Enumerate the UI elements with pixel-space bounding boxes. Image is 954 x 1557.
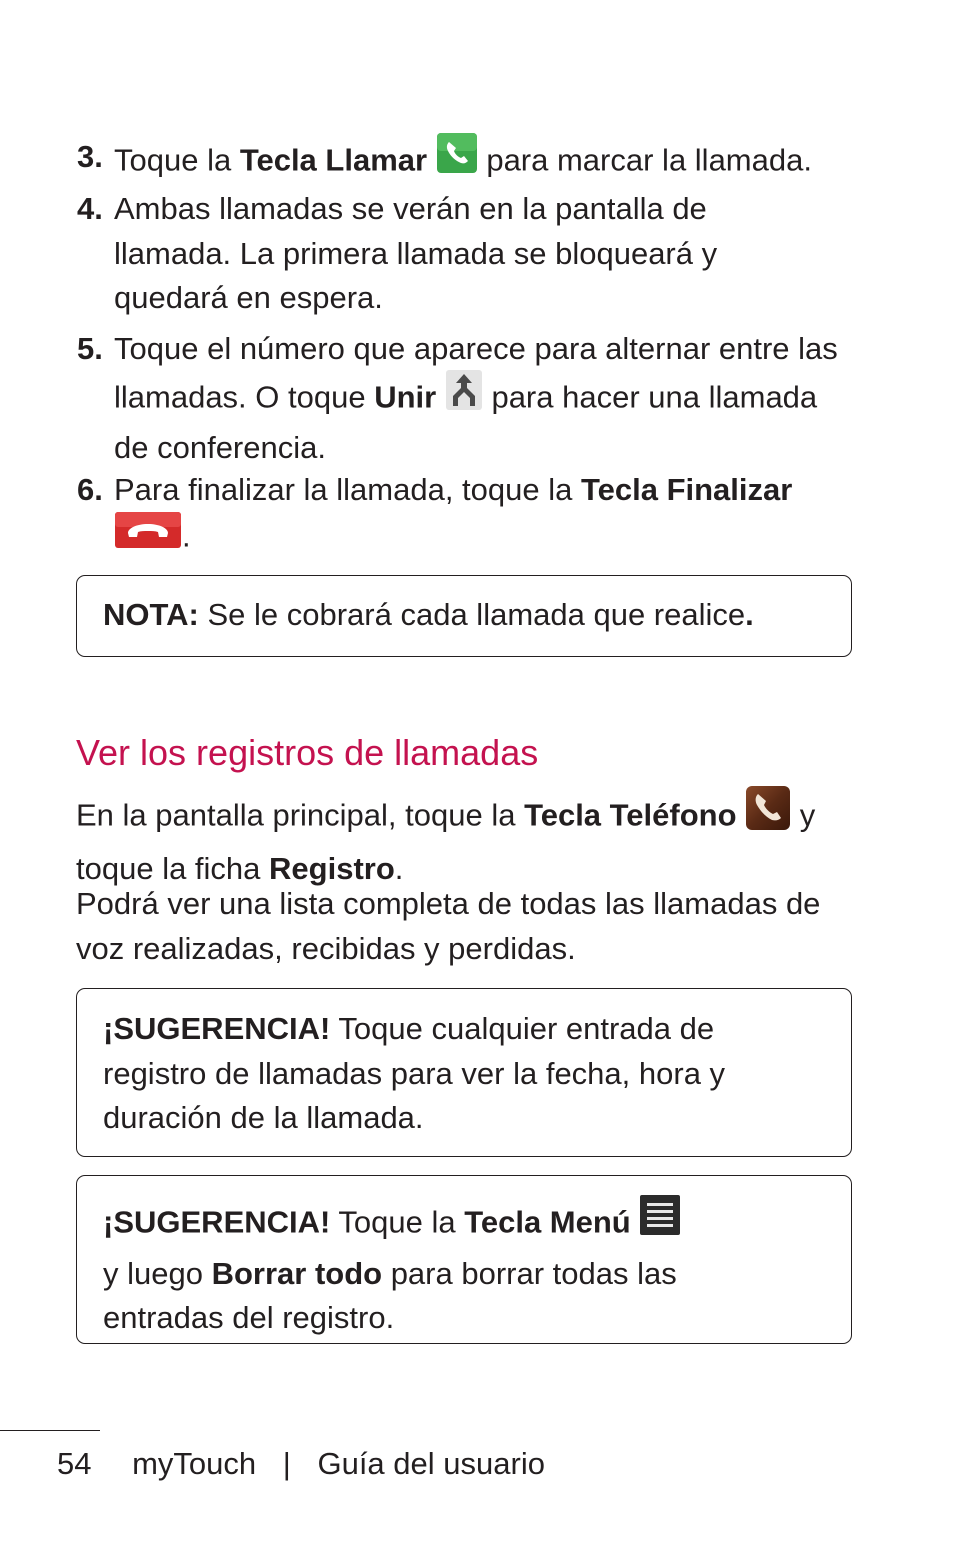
step-text-post: para marcar la llamada. — [486, 142, 812, 178]
tip-text-mid: y luego — [103, 1255, 212, 1291]
tip-box-2 — [76, 1175, 852, 1344]
step-text: Toque el número que aparece para alternar entre las llamadas. O toque — [114, 331, 838, 414]
step-4 — [77, 187, 867, 321]
section-paragraph-2: Podrá ver una lista completa de todas las llamadas de voz realizadas, recibidas y perdidas. — [76, 886, 821, 966]
note-text: Se le cobrará cada llamada que realice — [198, 597, 746, 632]
phone-app-icon — [745, 785, 791, 844]
tip-text: Toque la — [330, 1204, 465, 1240]
tip-text: Toque cualquier entrada de registro de llamadas para ver la fecha, hora y duración de la llamada. — [103, 1011, 726, 1135]
call-icon — [436, 132, 478, 187]
step-bold: Unir — [374, 378, 437, 414]
page-number: 54 — [57, 1446, 92, 1481]
menu-icon — [639, 1194, 681, 1249]
step-text-post: para hacer una llamada de conferencia. — [114, 378, 818, 465]
tip-bold-2: Borrar todo — [211, 1255, 383, 1291]
step-text-post: . — [182, 517, 191, 553]
para-bold-2: Registro — [269, 850, 395, 886]
tip-label: ¡SUGERENCIA! — [103, 1011, 331, 1046]
step-3 — [77, 135, 867, 190]
step-text: Ambas llamadas se verán en la pantalla de llamada. La primera llamada se bloqueará y quedará en espera. — [114, 191, 718, 315]
guide-title: Guía del usuario — [317, 1446, 545, 1481]
note-label: NOTA: — [103, 597, 199, 632]
note-end: . — [745, 597, 754, 632]
product-name: myTouch — [132, 1446, 257, 1481]
section-paragraph-1 — [76, 788, 866, 891]
para-text: En la pantalla principal, toque la — [76, 797, 525, 833]
tip-text-post: para borrar todas las entradas del registro. — [103, 1255, 677, 1335]
step-bold: Tecla Finalizar — [580, 472, 793, 507]
step-6 — [77, 468, 867, 563]
footer-rule — [0, 1430, 100, 1431]
merge-icon — [445, 369, 483, 424]
para-end: . — [394, 850, 404, 886]
end-call-icon — [114, 511, 182, 562]
footer-separator: | — [282, 1446, 291, 1481]
para-bold: Tecla Teléfono — [524, 797, 737, 833]
step-number: 5. — [77, 331, 103, 366]
tip-bold: Tecla Menú — [464, 1204, 631, 1240]
step-text: Toque la — [114, 142, 240, 178]
step-number: 6. — [77, 472, 103, 507]
step-bold: Tecla Llamar — [239, 142, 428, 178]
step-number: 3. — [77, 139, 103, 174]
tip-label: ¡SUGERENCIA! — [103, 1204, 331, 1240]
section-heading: Ver los registros de llamadas — [76, 732, 539, 773]
note-box — [76, 575, 852, 657]
step-number: 4. — [77, 191, 103, 226]
step-5 — [77, 327, 867, 471]
step-text: Para finalizar la llamada, toque la — [114, 472, 581, 507]
para-text-mid: y toque la ficha — [76, 797, 816, 886]
page-footer — [57, 1442, 545, 1486]
tip-box-1 — [76, 988, 852, 1157]
